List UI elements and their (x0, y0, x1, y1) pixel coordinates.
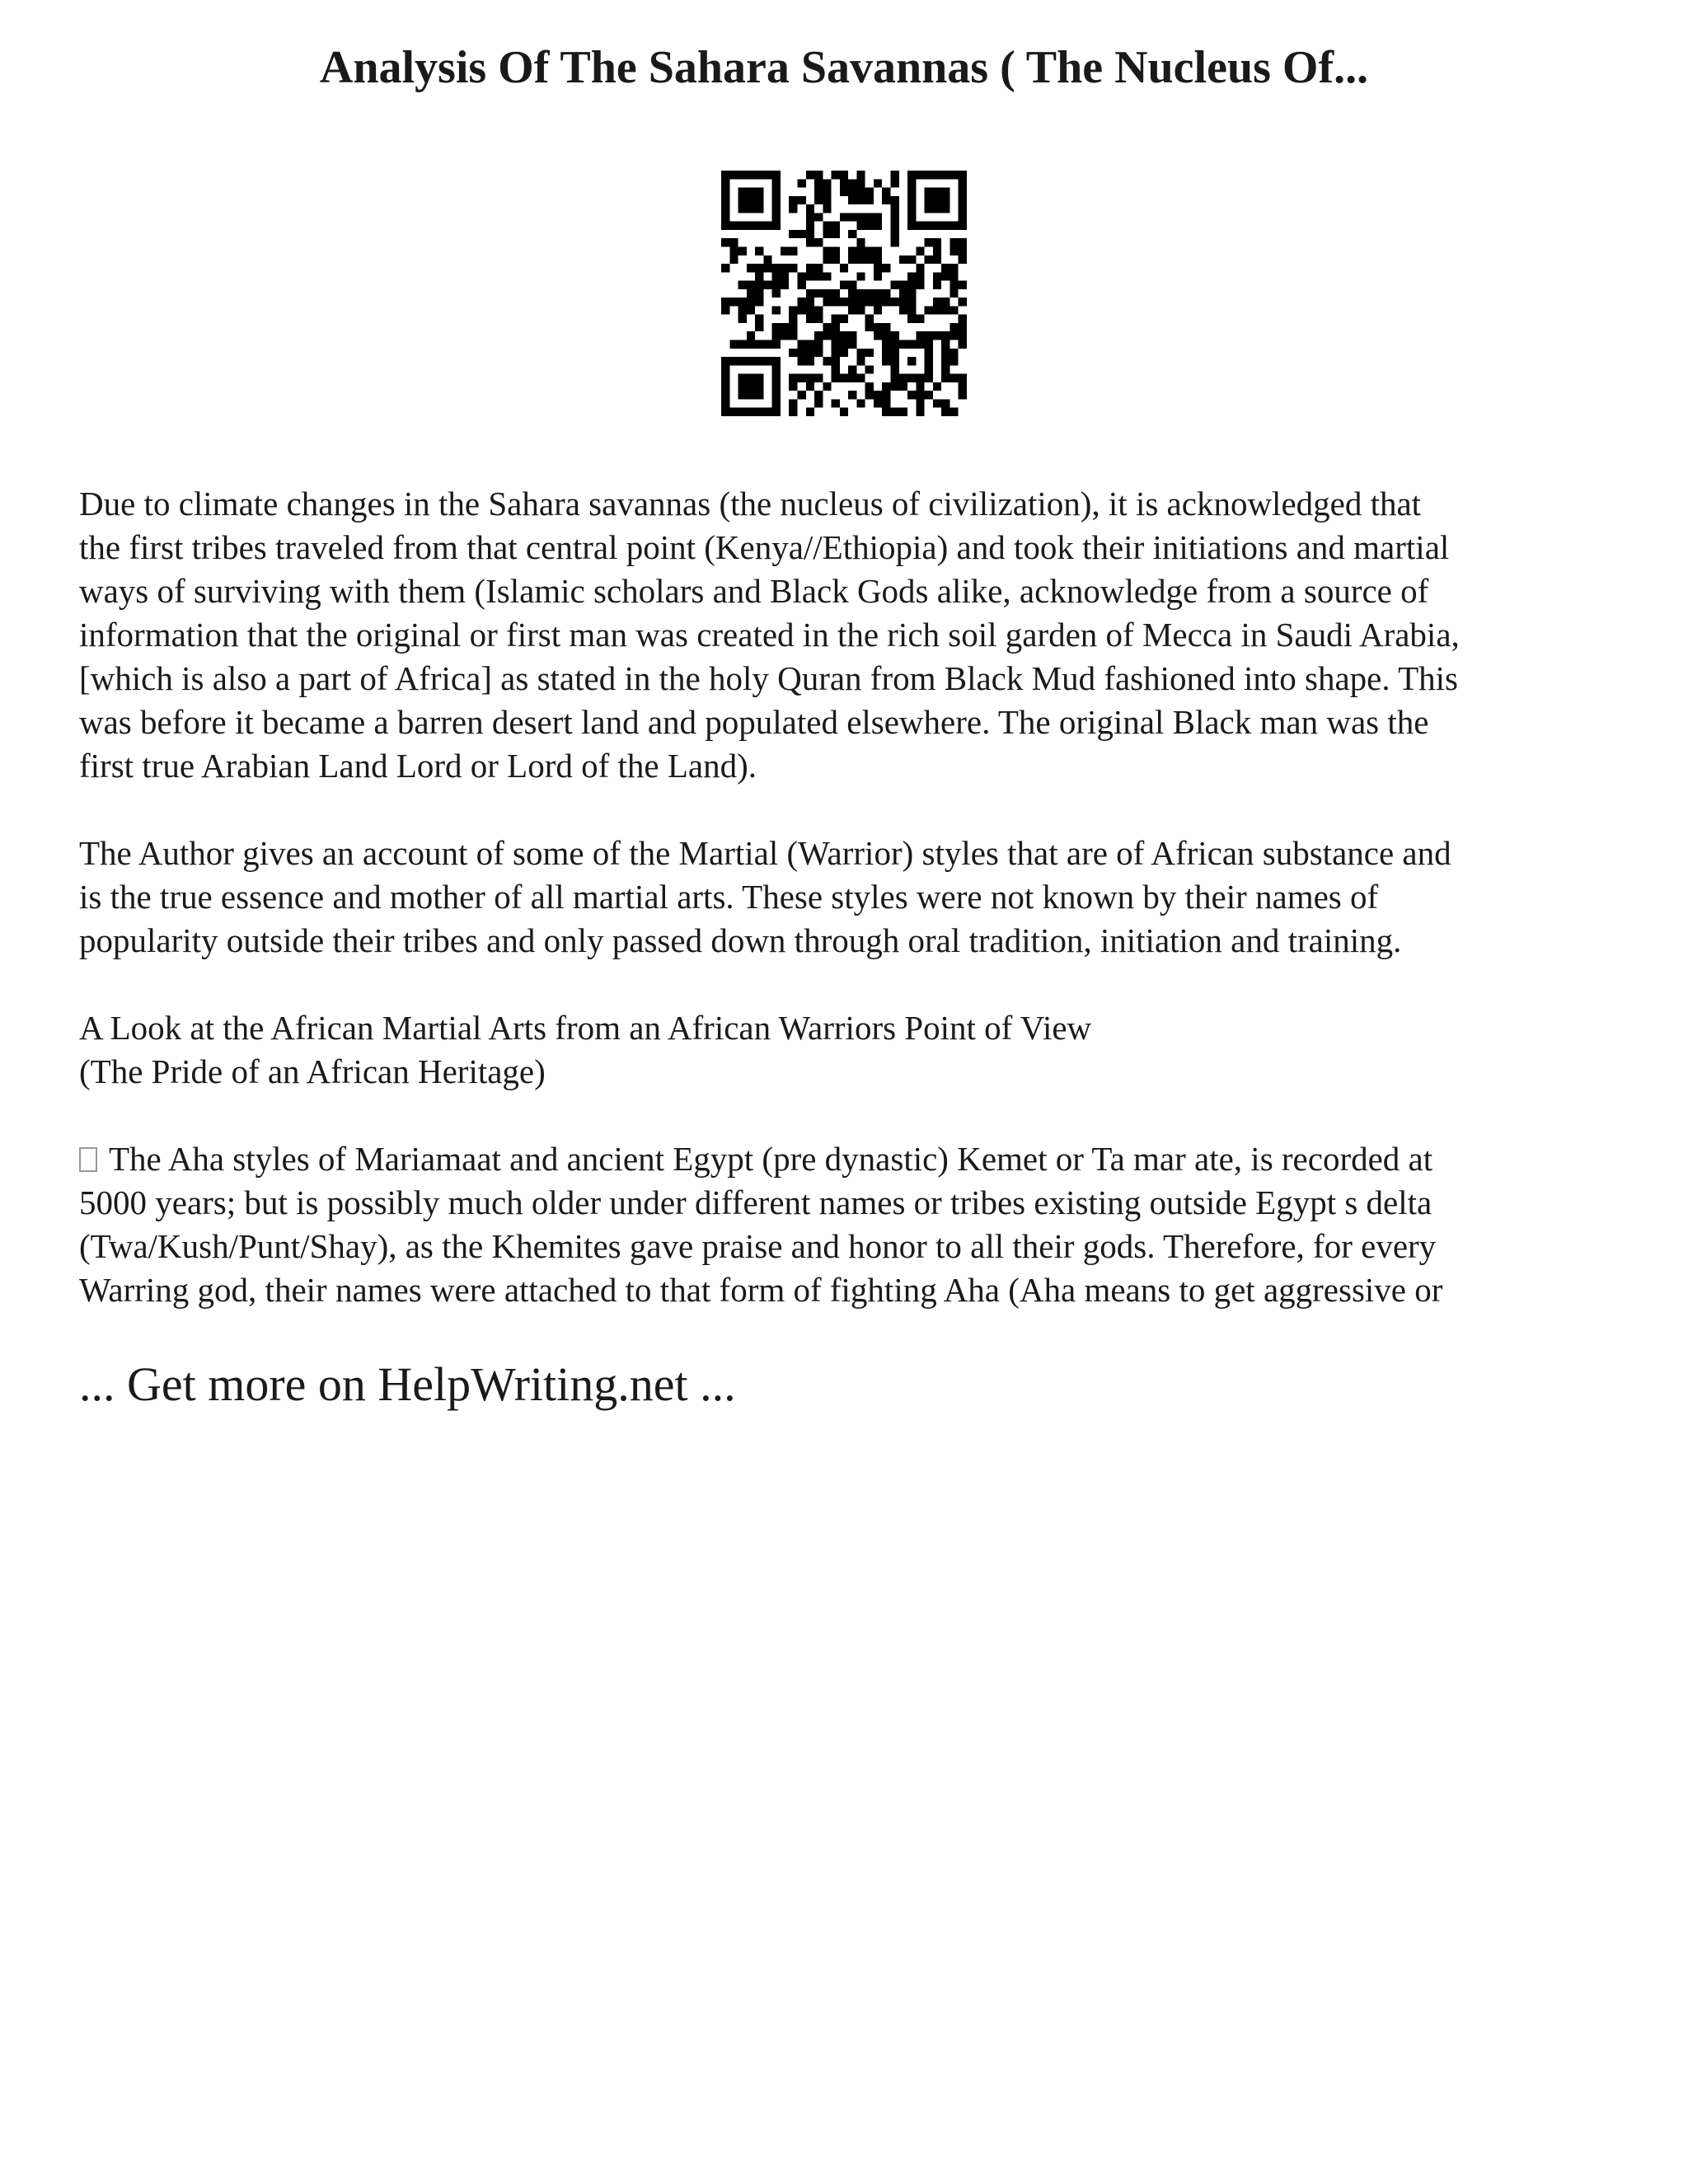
text-line: (The Pride of an African Heritage) (79, 1052, 546, 1090)
document-body (79, 482, 1629, 1356)
paragraph-1 (79, 482, 1629, 788)
paragraph-3 (79, 1137, 1629, 1312)
qr-code-graphic (721, 171, 967, 416)
text-line: was before it became a barren desert land and populated elsewhere. The original Black man was the (79, 703, 1429, 741)
get-more-link[interactable]: ... Get more on HelpWriting.net ... (79, 1357, 736, 1411)
text-line: A Look at the African Martial Arts from an African Warriors Point of View (79, 1009, 1092, 1047)
text-line: The Author gives an account of some of the Martial (Warrior) styles that are of African substance and (79, 834, 1451, 872)
missing-glyph-icon (79, 1147, 97, 1172)
text-line (79, 1137, 1629, 1181)
section-heading (79, 1006, 1629, 1094)
paragraph-2 (79, 832, 1629, 963)
text-line: 5000 years; but is possibly much older under different names or tribes existing outside Egypt s delta (79, 1183, 1432, 1221)
text-line: is the true essence and mother of all martial arts. These styles were not known by their names of (79, 878, 1379, 916)
text-line: [which is also a part of Africa] as stated in the holy Quran from Black Mud fashioned into shape. This (79, 659, 1459, 697)
text-line: ways of surviving with them (Islamic scholars and Black Gods alike, acknowledge from a source of (79, 572, 1429, 610)
text-span: The Aha styles of Mariamaat and ancient Egypt (pre dynastic) Kemet or Ta mar ate, is recorded at (109, 1140, 1433, 1178)
text-line: first true Arabian Land Lord or Lord of the Land). (79, 747, 757, 785)
text-line: information that the original or first man was created in the rich soil garden of Mecca in Saudi Arabia, (79, 616, 1460, 654)
qr-code-icon (721, 171, 967, 416)
text-line: popularity outside their tribes and only passed down through oral tradition, initiation and training. (79, 921, 1402, 959)
text-line: Warring god, their names were attached to that form of fighting Aha (Aha means to get aggressive or (79, 1271, 1443, 1309)
text-line: Due to climate changes in the Sahara savannas (the nucleus of civilization), it is acknowledged that (79, 485, 1422, 523)
text-line: the first tribes traveled from that central point (Kenya//Ethiopia) and took their initiations and martial (79, 528, 1450, 566)
text-line: (Twa/Kush/Punt/Shay), as the Khemites gave praise and honor to all their gods. Therefore, for every (79, 1227, 1437, 1265)
page-title: Analysis Of The Sahara Savannas ( The Nucleus Of... (319, 42, 1369, 93)
